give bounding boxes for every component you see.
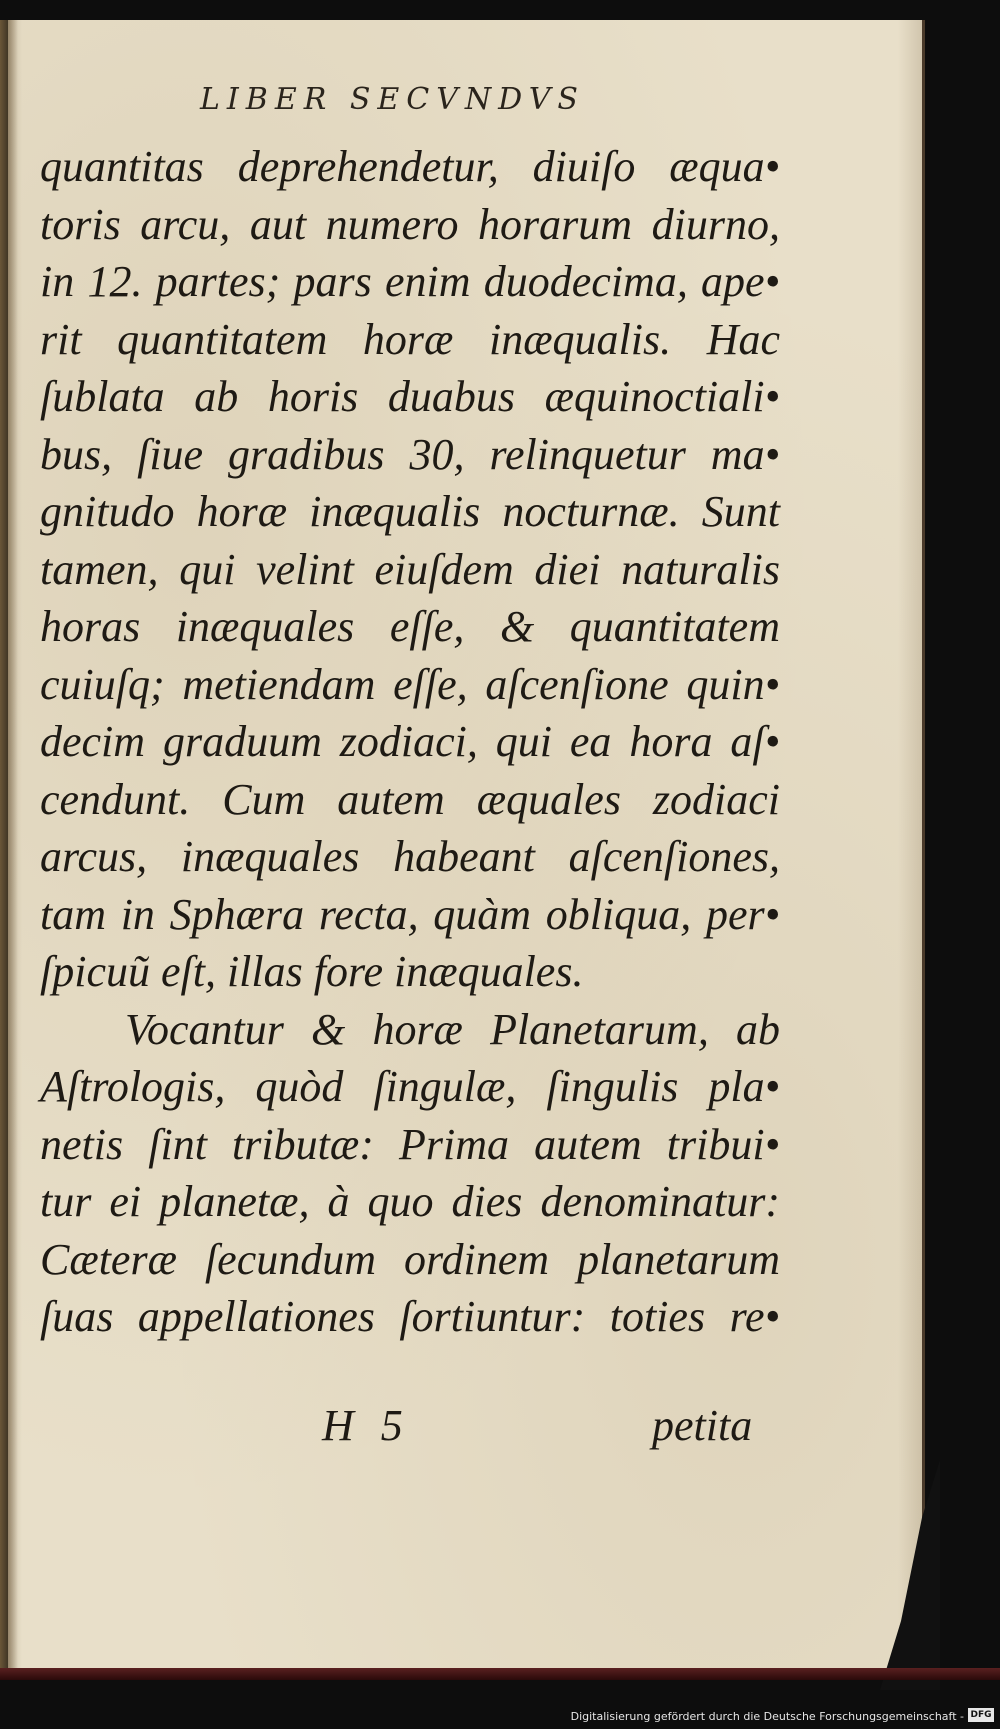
text-line: ſublata ab horis duabus æquinoctiali• — [40, 372, 780, 421]
text-line: netis ſint tributæ: Prima autem tribui• — [40, 1119, 780, 1169]
text-block — [40, 138, 780, 1346]
running-head: LIBER SECVNDVS — [200, 82, 585, 117]
text-line: ſpicuũ eſt, illas fore inæquales. — [40, 947, 584, 996]
dfg-logo: DFG — [968, 1708, 994, 1722]
signature-mark: H 5 — [322, 1401, 411, 1450]
digitization-credit: Digitalisierung gefördert durch die Deutsche Forschungsgemeinschaft - — [570, 1710, 964, 1723]
text-line: gnitudo horæ inæqualis nocturnæ. Sunt — [40, 487, 780, 536]
catchword: petita — [652, 1401, 753, 1450]
text-line: bus, ſiue gradibus 30, relinquetur ma• — [40, 429, 780, 479]
book-cover-edge — [0, 1668, 1000, 1680]
text-line: cendunt. Cum autem æquales zodiaci — [40, 774, 780, 824]
text-line: Aſtrologis, quòd ſingulæ, ſingulis pla• — [40, 1062, 780, 1111]
text-line: tur ei planetæ, à quo dies denominatur: — [40, 1177, 780, 1226]
text-line: rit quantitatem horæ inæqualis. Hac — [40, 314, 780, 364]
text-line: Cæteræ ſecundum ordinem planetarum — [40, 1234, 780, 1284]
text-line: decim graduum zodiaci, qui ea hora aſ• — [40, 717, 780, 766]
text-line: ſuas appellationes ſortiuntur: toties re• — [40, 1292, 780, 1341]
text-line: arcus, inæquales habeant aſcenſiones, — [40, 832, 780, 881]
paragraph-start-line: Vocantur & horæ Planetarum, ab — [125, 1004, 780, 1054]
text-line: toris arcu, aut numero horarum diurno, — [40, 199, 780, 249]
text-line: tam in Sphæra recta, quàm obliqua, per• — [40, 889, 780, 939]
text-line: tamen, qui velint eiuſdem diei naturalis — [40, 544, 780, 594]
text-line: in 12. partes; pars enim duodecima, ape• — [40, 257, 780, 306]
text-line: quantitas deprehendetur, diuiſo æqua• — [40, 142, 780, 191]
text-line: cuiuſq; metiendam eſſe, aſcenſione quin• — [40, 659, 780, 709]
spine-shadow — [0, 20, 18, 1675]
text-line: horas inæquales eſſe, & quantitatem — [40, 602, 780, 651]
